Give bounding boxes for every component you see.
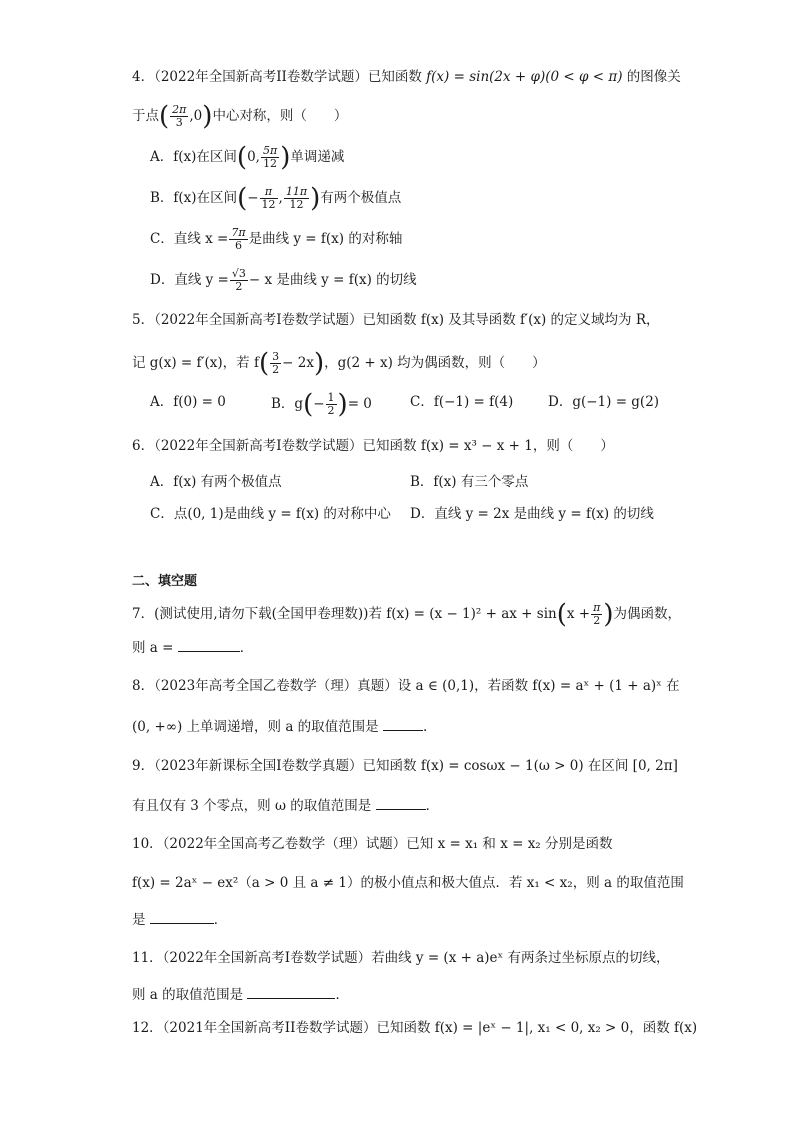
q4-function: f(x) = sin(2x + φ)(0 < φ < π)	[426, 69, 623, 85]
q4-option-d: D．直线 y = $\frac{√3}{2}$ − x 是曲线 y = f(x) 的切线	[150, 267, 417, 293]
q11-line1: 11．（2022年全国新高考I卷数学试题）若曲线 y = (x + a)eˣ 有两条过坐标原点的切线，	[132, 950, 670, 966]
q9-line1: 9．（2023年新课标全国I卷数学真题）已知函数 f(x) = cosωx − 1(ω > 0) 在区间 [0, 2π]	[132, 758, 678, 774]
q8-line1: 8．（2023年高考全国乙卷数学（理）真题）设 a ∈ (0,1)，若函数 f(x) = aˣ + (1 + a)ˣ 在	[132, 678, 680, 694]
q10-answer-blank[interactable]	[150, 909, 214, 924]
q5-option-c: C．f(−1) = f(4)	[410, 394, 514, 410]
section-title-fill-in: 二、填空题	[132, 574, 198, 589]
q6-option-b: B．f(x) 有三个零点	[410, 474, 529, 490]
q6-option-a: A．f(x) 有两个极值点	[150, 474, 282, 490]
q4-option-b: B．f(x)在区间(− $\frac{\pi}{12}$ , $\frac{11\pi}{12}$ )有两个极值点	[150, 183, 402, 214]
q5-option-d: D．g(−1) = g(2)	[548, 394, 660, 410]
q4-stem-tail: 的图像关	[626, 69, 681, 85]
q6-option-c: C．点(0, 1)是曲线 y = f(x) 的对称中心	[150, 506, 391, 522]
q10-line2: f(x) = 2aˣ − ex²（a > 0 且 a ≠ 1）的极小值点和极大值点．若 x₁ < x₂，则 a 的取值范围	[132, 875, 684, 891]
q4-option-c: C．直线 x = $\frac{7\pi}{6}$ 是曲线 y = f(x) 的对称轴	[150, 226, 403, 252]
q4-stem-line1	[132, 67, 681, 87]
q9-line2: 有且仅有 3 个零点，则 ω 的取值范围是 ．	[132, 795, 439, 816]
q7-answer-blank[interactable]	[178, 637, 240, 652]
q11-line2: 则 a 的取值范围是 ．	[132, 984, 349, 1005]
q6-option-d: D．直线 y = 2x 是曲线 y = f(x) 的切线	[410, 506, 654, 522]
q4-option-a: A．f(x)在区间(0, $\frac{5\pi}{12}$ )单调递减	[150, 142, 345, 173]
q7-stem-line2: 则 a = ．	[132, 637, 253, 658]
q5-option-a: A．f(0) = 0	[150, 394, 226, 410]
q12-line1: 12．（2021年全国新高考II卷数学试题）已知函数 f(x) = |eˣ − 1|, x₁ < 0, x₂ > 0，函数 f(x)	[132, 1020, 698, 1036]
q8-line2: (0, +∞) 上单调递增，则 a 的取值范围是 .	[132, 716, 427, 737]
q10-line1: 10．（2022年全国高考乙卷数学（理）试题）已知 x = x₁ 和 x = x₂ 分别是函数	[132, 836, 613, 852]
q5-stem-line1: 5．（2022年全国新高考I卷数学试题）已知函数 f(x) 及其导函数 f′(x) 的定义域均为 R，	[132, 312, 660, 328]
q8-answer-blank[interactable]	[383, 716, 423, 731]
q9-answer-blank[interactable]	[376, 795, 426, 810]
q4-point-rest: ,0	[189, 108, 203, 124]
q5-stem-line2: 记 g(x) = f′(x)，若 f( $\frac{3}{2}$ − 2x)，g(2 + x) 均为偶函数，则（ ）	[132, 348, 546, 379]
q11-answer-blank[interactable]	[247, 984, 335, 999]
q5-option-b: B．g(− $\frac{1}{2}$ )= 0	[271, 389, 372, 420]
q4-stem-text: 4．（2022年全国新高考II卷数学试题）已知函数	[132, 69, 422, 85]
q4-stem-line2: 于点( $\frac{2\pi}{3}$ ,0)中心对称，则（ ）	[132, 101, 348, 132]
q6-stem: 6．（2022年全国新高考I卷数学试题）已知函数 f(x) = x³ − x + 1，则（ ）	[132, 438, 614, 454]
q10-line3: 是 ．	[132, 909, 227, 930]
q4-text-symmetric: 中心对称，则（ ）	[212, 108, 348, 124]
q4-text-point: 于点	[132, 108, 159, 124]
q7-stem-line1: 7．(测试使用,请勿下载(全国甲卷理数))若 f(x) = (x − 1)² + ax + sin(x + $\frac{\pi}{2}$ )为偶函数，	[132, 599, 681, 630]
q4-point-frac: $\frac{2\pi}{3}$	[172, 103, 187, 129]
